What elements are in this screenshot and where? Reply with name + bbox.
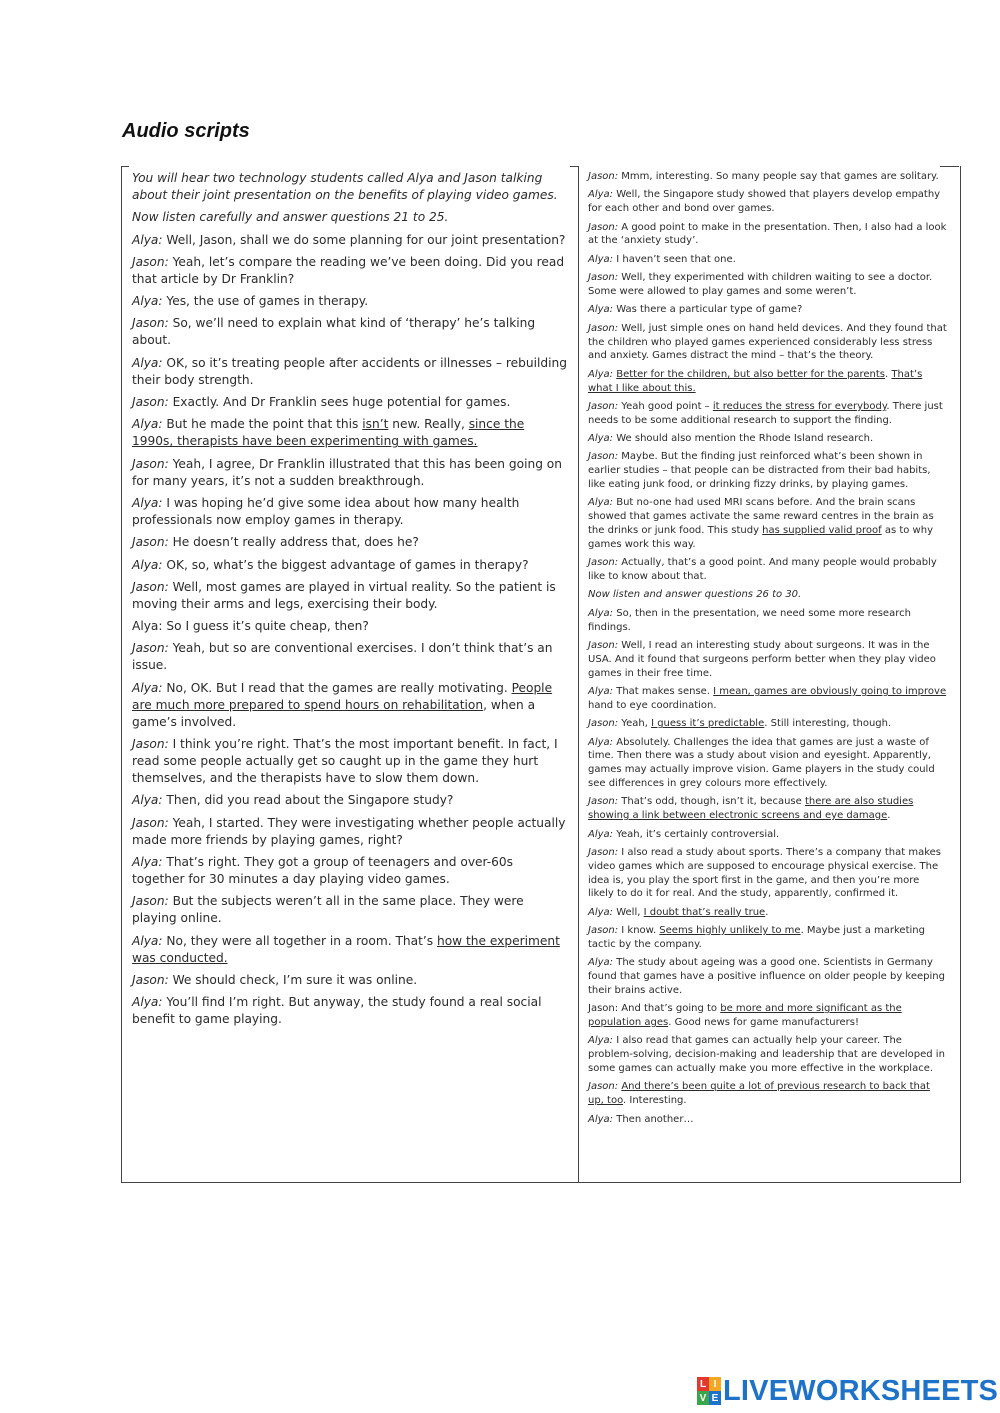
dialogue-line — [588, 795, 948, 823]
dialogue-line — [588, 828, 948, 842]
speaker-name: Alya: — [132, 232, 163, 247]
dialogue-line — [588, 846, 948, 901]
logo-text: LIVEWORKSHEETS — [723, 1374, 999, 1407]
dialogue-line — [588, 188, 948, 216]
speaker-name: Jason: — [588, 925, 619, 937]
speaker-name: Jason: — [588, 1081, 619, 1093]
speaker-name: Jason: — [588, 640, 619, 652]
speaker-name: Jason: — [132, 535, 169, 550]
dialogue-text: I was hoping he’d give some idea about how many health professionals now employ games in therapy. — [132, 495, 520, 527]
dialogue-text: He doesn’t really address that, does he? — [168, 535, 419, 550]
speaker-name: Jason: — [132, 579, 169, 594]
dialogue-text: Now listen and answer questions 26 to 30. — [588, 589, 802, 601]
dialogue-line — [132, 394, 567, 411]
logo-mark-letter: L — [697, 1377, 709, 1391]
speaker-name: Alya: — [132, 680, 163, 695]
dialogue-text: No, they were all together in a room. That’s — [162, 933, 437, 948]
instruction-line — [132, 209, 567, 226]
speaker-name: Jason: — [588, 322, 619, 334]
dialogue-text: hand to eye coordination. — [588, 699, 717, 711]
dialogue-line — [588, 956, 948, 997]
dialogue-text: The study about ageing was a good one. Scientists in Germany found that games have a positive influence on older people by keeping their brains active. — [588, 957, 945, 996]
dialogue-text: Yeah, I started. They were investigating whether people actually made more friends by playing games, right? — [132, 815, 566, 847]
right-column — [588, 170, 948, 1131]
dialogue-text: . Still interesting, though. — [764, 718, 892, 730]
dialogue-line — [588, 450, 948, 491]
speaker-name: Jason: — [588, 451, 619, 463]
dialogue-text: Yes, the use of games in therapy. — [162, 294, 369, 309]
dialogue-text: Yeah, — [618, 718, 652, 730]
speaker-name: Alya: — [588, 686, 614, 697]
speaker-name: Jason: — [588, 1003, 619, 1015]
dialogue-line — [132, 680, 567, 731]
speaker-name: Jason: — [588, 171, 619, 182]
dialogue-line — [588, 717, 948, 731]
dialogue-text: . Interesting. — [623, 1095, 687, 1107]
dialogue-text: Yeah, I agree, Dr Franklin illustrated that this has been going on for many years, it’s not a sudden breakthrough. — [132, 456, 562, 488]
dialogue-text: But the subjects weren’t all in the same place. They were playing online. — [132, 894, 524, 926]
dialogue-line — [588, 400, 948, 428]
underlined-text: And there’s been quite a lot of previous research to back that up, too — [588, 1081, 930, 1107]
speaker-name: Jason: — [132, 972, 169, 987]
dialogue-text: . Good news for game manufacturers! — [668, 1017, 859, 1029]
speaker-name: Jason: — [588, 557, 619, 569]
speaker-name: Alya: — [132, 854, 163, 869]
dialogue-line — [588, 170, 948, 184]
dialogue-text: new. Really, — [388, 417, 469, 432]
speaker-name: Alya: — [588, 906, 614, 918]
dialogue-line — [132, 815, 567, 849]
dialogue-text: You will hear two technology students called Alya and Jason talking about their joint presentation on the benefits of playing video games. — [132, 171, 558, 202]
dialogue-text: So I guess it’s quite cheap, then? — [162, 619, 369, 634]
speaker-name: Jason: — [588, 272, 619, 284]
dialogue-line — [132, 534, 567, 551]
dialogue-line — [132, 495, 567, 529]
logo-mark-letter: E — [709, 1391, 721, 1405]
logo-mark-icon — [697, 1377, 721, 1405]
underlined-text: since the 1990s, therapists have been experimenting with games. — [132, 417, 525, 449]
box-corner-middle — [570, 166, 578, 167]
speaker-name: Alya: — [132, 933, 163, 948]
dialogue-line — [588, 924, 948, 952]
dialogue-line — [588, 607, 948, 635]
dialogue-text: . Maybe just a marketing tactic by the company. — [588, 925, 925, 950]
dialogue-text: We should also mention the Rhode Island research. — [613, 433, 874, 445]
dialogue-text: No, OK. But I read that the games are really motivating. — [162, 680, 512, 695]
dialogue-text: That makes sense. — [613, 686, 714, 697]
dialogue-text: That’s odd, though, isn’t it, because — [618, 796, 805, 808]
speaker-name: Alya: — [132, 355, 163, 370]
dialogue-line — [132, 557, 567, 574]
speaker-name: Alya: — [132, 995, 163, 1010]
underlined-text: Better for the children, but also better for the parents — [616, 368, 886, 380]
speaker-name: Alya: — [588, 189, 614, 201]
dialogue-text: We should check, I’m sure it was online. — [168, 972, 418, 987]
underlined-text: That’s what I like about this. — [588, 368, 923, 394]
column-divider — [578, 166, 579, 1182]
speaker-name: Jason: — [132, 395, 169, 410]
dialogue-text: Actually, that’s a good point. And many people would probably like to know about that. — [588, 557, 937, 583]
dialogue-text: So, then in the presentation, we need some more research findings. — [588, 607, 911, 633]
speaker-name: Alya: — [588, 304, 614, 316]
dialogue-text: . — [887, 810, 891, 822]
dialogue-text: Well, most games are played in virtual reality. So the patient is moving their arms and legs, exercising their body. — [132, 579, 556, 611]
dialogue-text: And that’s going to — [618, 1003, 721, 1015]
dialogue-line — [588, 736, 948, 791]
dialogue-text: I also read a study about sports. There’s a company that makes video games which are supposed to encourage physical exercise. The idea is, you play the sport first in the game, and then you’re more likely to do it for real. And the study, apparently, confirmed it. — [588, 846, 942, 900]
dialogue-text: Mmm, interesting. So many people say that games are solitary. — [618, 171, 939, 182]
dialogue-line — [132, 416, 567, 450]
dialogue-text: Yeah, let’s compare the reading we’ve been doing. Did you read that article by Dr Franklin? — [132, 254, 565, 286]
dialogue-line — [132, 972, 567, 989]
underlined-text: I mean, games are obviously going to improve — [713, 686, 947, 697]
dialogue-line — [132, 355, 567, 389]
underlined-text: how the experiment was conducted. — [132, 933, 560, 965]
dialogue-line — [132, 736, 567, 787]
dialogue-text: Well, the Singapore study showed that players develop empathy for each other and bond over games. — [588, 189, 941, 215]
speaker-name: Alya: — [132, 495, 163, 510]
dialogue-text: Exactly. And Dr Franklin sees huge potential for games. — [168, 395, 511, 410]
dialogue-text: Yeah good point – — [618, 400, 713, 412]
speaker-name: Jason: — [132, 894, 169, 909]
speaker-name: Jason: — [132, 815, 169, 830]
underlined-text: isn’t — [362, 417, 389, 432]
left-column — [132, 170, 567, 1033]
dialogue-line — [132, 456, 567, 490]
speaker-name: Alya: — [132, 417, 163, 432]
dialogue-text: . — [765, 906, 769, 918]
dialogue-line — [132, 933, 567, 967]
dialogue-line — [588, 1034, 948, 1075]
box-corner-left — [121, 166, 129, 167]
dialogue-line — [132, 579, 567, 613]
underlined-text: I guess it’s predictable — [651, 718, 765, 730]
logo-mark-letter: V — [697, 1391, 709, 1405]
dialogue-text: I haven’t seen that one. — [613, 253, 736, 265]
dialogue-text: Well, just simple ones on hand held devices. And they found that the children who played games experienced considerably less stress and anxiety. Games distract the mind – that’s the theory. — [588, 322, 947, 362]
speaker-name: Alya: — [588, 957, 614, 969]
speaker-name: Alya: — [132, 294, 163, 309]
dialogue-line — [588, 906, 948, 920]
dialogue-text: I think you’re right. That’s the most important benefit. In fact, I read some people actually get so caught up in the game they hurt themselves, and the therapists have to slow them down. — [132, 737, 558, 786]
dialogue-line — [588, 1080, 948, 1108]
dialogue-line — [588, 685, 948, 713]
speaker-name: Alya: — [132, 793, 163, 808]
dialogue-text: Well, Jason, shall we do some planning for our joint presentation? — [162, 232, 566, 247]
underlined-text: it reduces the stress for everybody — [712, 400, 887, 412]
speaker-name: Jason: — [132, 737, 169, 752]
speaker-name: Alya: — [588, 497, 614, 509]
logo-mark-letter: I — [709, 1377, 721, 1391]
dialogue-text: Yeah, it’s certainly controversial. — [613, 828, 780, 840]
speaker-name: Jason: — [588, 846, 619, 858]
dialogue-text: Was there a particular type of game? — [613, 304, 803, 316]
dialogue-text: OK, so it’s treating people after accidents or illnesses – rebuilding their body strength. — [132, 355, 567, 387]
dialogue-text: . — [885, 368, 892, 380]
dialogue-text: OK, so, what’s the biggest advantage of games in therapy? — [162, 557, 529, 572]
speaker-name: Alya: — [132, 619, 163, 634]
dialogue-line — [588, 322, 948, 363]
box-corner-right — [940, 166, 959, 167]
underlined-text: be more and more significant as the population ages — [588, 1003, 902, 1029]
speaker-name: Jason: — [588, 400, 619, 412]
speaker-name: Jason: — [588, 718, 619, 730]
speaker-name: Alya: — [588, 253, 614, 265]
dialogue-line — [132, 893, 567, 927]
underlined-text: People are much more prepared to spend hours on rehabilitation — [132, 680, 553, 712]
liveworksheets-logo — [697, 1376, 998, 1406]
speaker-name: Jason: — [132, 456, 169, 471]
dialogue-line — [588, 432, 948, 446]
speaker-name: Alya: — [588, 736, 614, 748]
dialogue-text: Well, I read an interesting study about surgeons. It was in the USA. And it found that surgeons perform better when they play video games in their free time. — [588, 640, 936, 679]
dialogue-line — [132, 254, 567, 288]
dialogue-line — [132, 640, 567, 674]
dialogue-line — [132, 854, 567, 888]
dialogue-text: Yeah, but so are conventional exercises. I don’t think that’s an issue. — [132, 641, 553, 673]
dialogue-text: Then another… — [613, 1113, 694, 1125]
speaker-name: Jason: — [132, 641, 169, 656]
speaker-name: Jason: — [132, 254, 169, 269]
speaker-name: Alya: — [588, 368, 614, 380]
speaker-name: Alya: — [588, 828, 614, 840]
dialogue-line — [588, 1113, 948, 1127]
dialogue-line — [132, 293, 567, 310]
dialogue-text: I also read that games can actually help your career. The problem-solving, decision-making and leadership that are developed in some games can actually make you more effective in the workplace. — [588, 1035, 945, 1075]
dialogue-text: Then, did you read about the Singapore study? — [162, 793, 454, 808]
underlined-text: has supplied valid proof — [762, 525, 882, 537]
dialogue-text: . There just needs to be some additional research to support the finding. — [588, 400, 943, 426]
speaker-name: Alya: — [588, 433, 614, 445]
dialogue-line — [132, 315, 567, 349]
dialogue-text: I know. — [618, 925, 660, 937]
speaker-name: Alya: — [132, 557, 163, 572]
speaker-name: Jason: — [132, 316, 169, 331]
dialogue-text: A good point to make in the presentation. Then, I also had a look at the ‘anxiety study’. — [588, 221, 947, 247]
underlined-text: I doubt that’s really true — [643, 906, 766, 918]
underlined-text: Seems highly unlikely to me — [659, 925, 801, 937]
underlined-text: there are also studies showing a link between electronic screens and eye damage — [588, 796, 914, 822]
dialogue-line — [588, 221, 948, 249]
dialogue-line — [588, 303, 948, 317]
dialogue-text: Well, they experimented with children waiting to see a doctor. Some were allowed to play games and some weren’t. — [588, 272, 933, 297]
speaker-name: Alya: — [588, 607, 614, 619]
page-title: Audio scripts — [122, 120, 250, 142]
dialogue-text: , when a game’s involved. — [132, 697, 536, 729]
dialogue-line — [588, 271, 948, 299]
speaker-name: Alya: — [588, 1113, 614, 1125]
dialogue-line — [588, 368, 948, 396]
dialogue-line — [588, 556, 948, 584]
dialogue-text: But no-one had used MRI scans before. And the brain scans showed that games activate the same reward centres in the brain as the drinks or junk food. This study — [588, 497, 934, 537]
dialogue-text: Now listen carefully and answer questions 21 to 25. — [132, 210, 449, 225]
speaker-name: Jason: — [588, 221, 619, 233]
instruction-line — [132, 170, 567, 204]
speaker-name: Alya: — [588, 1035, 614, 1047]
instruction-line — [588, 588, 948, 602]
dialogue-line — [132, 618, 567, 635]
dialogue-text: But he made the point that this — [162, 417, 363, 432]
dialogue-line — [132, 792, 567, 809]
dialogue-text: Well, — [613, 906, 644, 918]
dialogue-text: Absolutely. Challenges the idea that games are just a waste of time. Then there was a study about vision and eyesight. Apparently, games may actually improve vision. Game players in the study could see differences in grey colours more effectively. — [588, 736, 935, 789]
dialogue-line — [132, 994, 567, 1028]
dialogue-text: as to why games work this way. — [588, 525, 933, 550]
dialogue-text: You’ll find I’m right. But anyway, the study found a real social benefit to game playing. — [132, 995, 542, 1027]
dialogue-text: That’s right. They got a group of teenagers and over-60s together for 30 minutes a day playing video games. — [132, 854, 514, 886]
dialogue-line — [588, 496, 948, 551]
dialogue-line — [588, 639, 948, 680]
dialogue-line — [588, 253, 948, 267]
dialogue-line — [132, 232, 567, 249]
dialogue-text: Maybe. But the finding just reinforced what’s been shown in earlier studies – that people can be distracted from their bad habits, like eating junk food, or drinking fizzy drinks, by playing games. — [588, 451, 931, 491]
dialogue-text: So, we’ll need to explain what kind of ‘therapy’ he’s talking about. — [132, 316, 536, 348]
speaker-name: Jason: — [588, 796, 619, 808]
dialogue-line — [588, 1002, 948, 1030]
